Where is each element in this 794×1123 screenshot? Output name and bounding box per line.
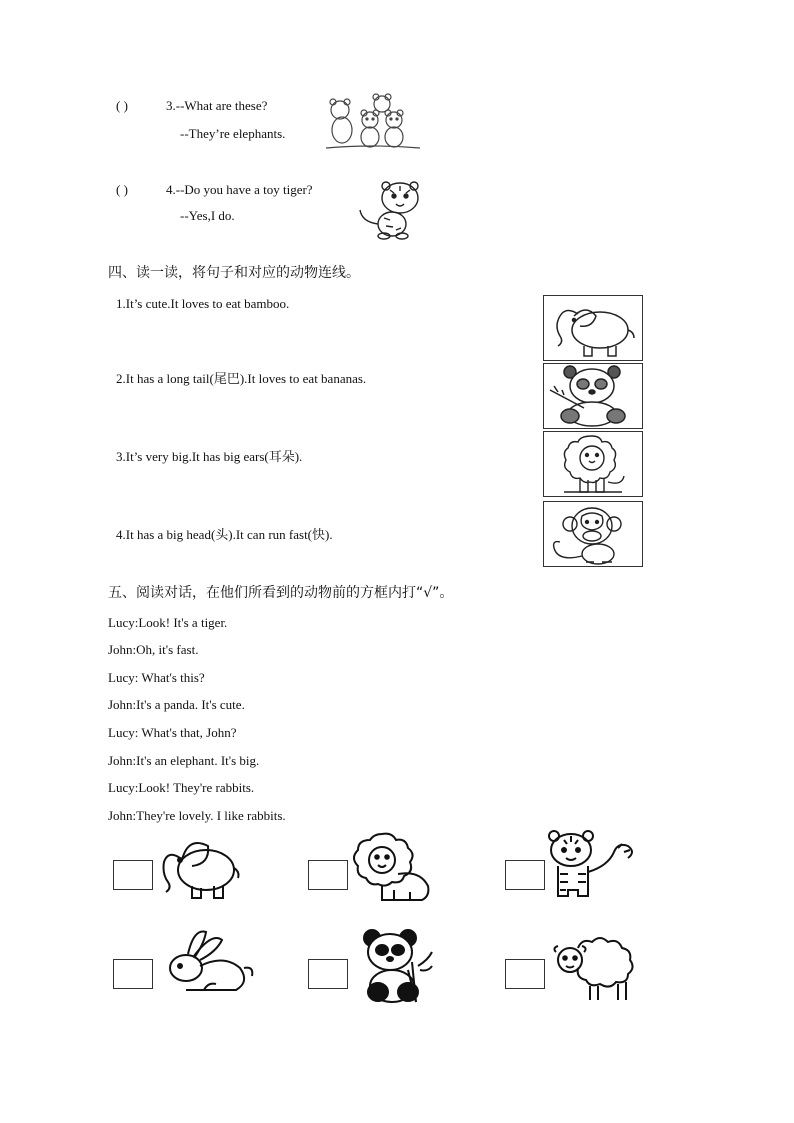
lion-icon [350,830,434,902]
sentence-2: 2.It has a long tail(尾巴).It loves to eat bananas. [116,371,367,386]
match-picture-lion[interactable] [543,431,643,497]
checkbox-panda[interactable] [308,959,348,989]
answer-text-3: --They’re elephants. [180,126,286,141]
checkbox-sheep[interactable] [505,959,545,989]
checkbox-tiger[interactable] [505,860,545,890]
question-text-4: 4.--Do you have a toy tiger? [166,182,313,197]
match-picture-monkey[interactable] [543,501,643,567]
checkbox-elephant[interactable] [113,860,153,890]
dialogue-line: Lucy:Look! They're rabbits. [108,780,255,795]
sentence-4: 4.It has a big head(头).It can run fast(快). [116,527,333,542]
dialogue-line: Lucy:Look! It's a tiger. [108,615,228,630]
dialogue-line: John:It's a panda. It's cute. [108,697,245,712]
panda-icon [358,926,438,1006]
match-picture-panda[interactable] [543,363,643,429]
sheep-icon [550,934,642,1004]
answer-blank-3[interactable]: ( ) [116,98,128,113]
dialogue-line: John:It's an elephant. It's big. [108,753,260,768]
tiger-icon [544,828,640,904]
dialogue-line: Lucy: What's this? [108,670,205,685]
checkbox-rabbit[interactable] [113,959,153,989]
sentence-1: 1.It’s cute.It loves to eat bamboo. [116,296,290,311]
section-4-heading: 四、读一读，将句子和对应的动物连线。 [108,265,360,281]
section-5-heading: 五、阅读对话，在他们所看到的动物前的方框内打“√”。 [108,585,454,601]
match-picture-elephant[interactable] [543,295,643,361]
toy-tiger-icon [356,178,428,240]
question-text-3: 3.--What are these? [166,98,268,113]
dialogue-line: Lucy: What's that, John? [108,725,237,740]
monkey-icon [544,502,642,566]
answer-text-4: --Yes,I do. [180,208,235,223]
panda-icon [544,364,642,428]
dialogue-line: John:Oh, it's fast. [108,642,199,657]
sentence-3: 3.It’s very big.It has big ears(耳朵). [116,449,303,464]
checkbox-lion[interactable] [308,860,348,890]
elephant-icon [544,296,642,360]
dialogue-line: John:They're lovely. I like rabbits. [108,808,286,823]
bear-group-icon [322,92,422,152]
elephant-icon [158,830,242,902]
lion-icon [544,432,642,496]
rabbit-icon [164,926,258,996]
answer-blank-4[interactable]: ( ) [116,182,128,197]
